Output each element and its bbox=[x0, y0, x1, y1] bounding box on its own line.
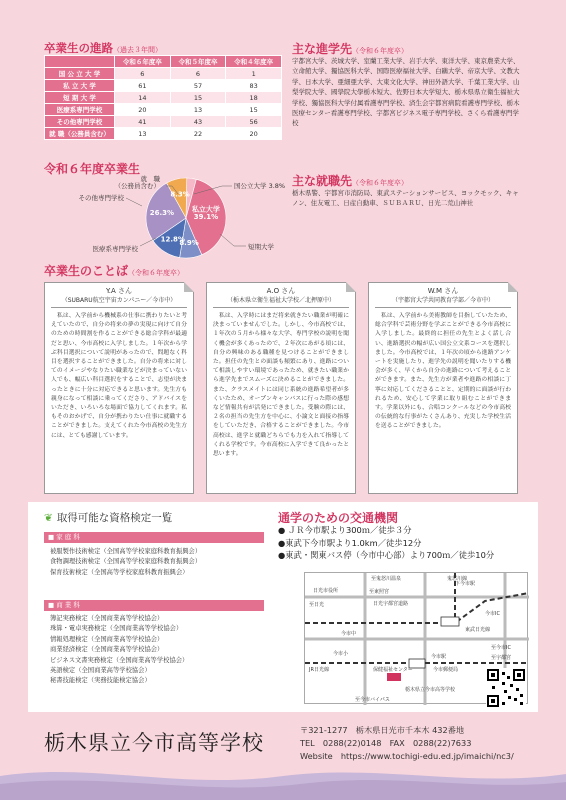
map-label: JR日光線 bbox=[309, 667, 329, 673]
table-cell: 41 bbox=[115, 116, 171, 128]
pie-percent-label: 8.9% bbox=[179, 239, 199, 248]
voice-card bbox=[206, 282, 356, 494]
jobs-title bbox=[292, 172, 408, 189]
leader-line-medical bbox=[140, 238, 156, 246]
list-item: 珠算・電卓実務検定（全国商業高等学校協会） bbox=[50, 625, 183, 633]
map-label: 日光市役所 bbox=[313, 588, 339, 594]
pie-label-medical: 医療系専門学校 bbox=[92, 245, 138, 253]
table-cell: 6 bbox=[170, 68, 226, 80]
pie-label-other: その他専門学校 bbox=[78, 194, 124, 202]
leader-line-other bbox=[126, 198, 142, 206]
list-item: 秘書技能検定（実務技能検定協会） bbox=[50, 677, 151, 685]
qr-code-icon bbox=[486, 668, 526, 708]
table-cell: 私 立 大 学 bbox=[45, 80, 115, 92]
qualification-list-home-economics bbox=[50, 547, 290, 578]
pie-label-junior: 短期大学 bbox=[248, 243, 274, 251]
table-cell: 15 bbox=[226, 104, 282, 116]
list-item: 情報処理検定（全国商業高等学校協会） bbox=[50, 635, 164, 643]
qualifications-title-text: 取得可能な資格検定一覧 bbox=[56, 512, 173, 524]
graduates-title bbox=[44, 40, 162, 56]
table-cell: 医療系専門学校 bbox=[45, 104, 115, 116]
phone-fax: TEL 0288(22)0148 FAX 0288(22)7633 bbox=[300, 738, 472, 748]
station-shimo-imaichi bbox=[441, 617, 459, 626]
leaf-icon: ❦ bbox=[44, 512, 53, 524]
table-row bbox=[45, 92, 282, 104]
square-icon: ■ bbox=[48, 533, 57, 541]
table-cell: 13 bbox=[115, 128, 171, 140]
list-item: 商業経済検定（全国商業高等学校協会） bbox=[50, 646, 164, 654]
map-label: 今市郵便局 bbox=[433, 667, 459, 673]
list-item: 被服製作技術検定（全国高等学校家庭科教育振興会） bbox=[50, 548, 202, 555]
table-header: 令和５年度卒 bbox=[170, 56, 226, 68]
voice-body: 私は、入学前から機械系の仕事に携わりたいと考えていたので、自分の将来の夢の実現に向けて自分のための時間割を作ることができる総合学科が最適だと思い、今市高校に入学しました。１年次から学ぶ科目選択について説明があったので、問題なく科目を選択することができました。自分の将来に対してのイメージやなりたい職業などが決まっていない人でも、幅広い科目選択をすることで、志望が決まったときに十分に対応できると思います。先生方も親身になって相談に乗ってくださり、アドバイスをいただき、いろいろな場面で協力してくれます。私もそのおかげで、自分が携わりたい仕事に就職することができました。支えてくれた今市高校の先生方には、とても感謝しています。 bbox=[51, 313, 187, 439]
footer-wave-decoration bbox=[0, 762, 566, 800]
table-cell: 15 bbox=[170, 92, 226, 104]
table-cell: 43 bbox=[170, 116, 226, 128]
pie-percent-label: 12.8% bbox=[160, 235, 185, 244]
pie-label-job: 就 職（公務員含む） bbox=[114, 175, 160, 190]
table-cell: 20 bbox=[115, 104, 171, 116]
map-label: 至東照宮 bbox=[369, 589, 390, 595]
table-cell: 22 bbox=[170, 128, 226, 140]
jobs-list: 栃木県警、宇都宮市消防局、東武ステーションサービス、ヨックモック、キャノン、住友電工、日産自動車、ＳＵＢＡＲＵ、日光二荒山神社 bbox=[292, 189, 519, 208]
pie-chart bbox=[44, 172, 334, 264]
list-item: 保育技術検定（全国高等学校家庭科教育振興会） bbox=[50, 568, 189, 576]
school-name: 栃木県立今市高等学校 bbox=[44, 731, 264, 755]
school-marker-icon bbox=[387, 673, 401, 681]
graduates-title-text: 卒業生の進路 bbox=[44, 41, 113, 55]
graduates-subtitle: （過去３年間） bbox=[113, 46, 162, 54]
table-cell: その他専門学校 bbox=[45, 116, 115, 128]
qualification-list-commerce bbox=[50, 614, 290, 687]
table-cell: 83 bbox=[226, 80, 282, 92]
map-label: 至鬼怒川温泉 bbox=[371, 576, 402, 582]
address-block bbox=[300, 724, 514, 763]
postal-address: 〒321-1277 栃木県日光市千本木 432番地 bbox=[300, 725, 465, 735]
table-cell: 1 bbox=[226, 68, 282, 80]
map-label: 東武日光線 bbox=[465, 627, 491, 633]
pie-inner-label: 私立大学 bbox=[191, 205, 220, 214]
table-cell: 14 bbox=[115, 92, 171, 104]
table-header: 令和４年度卒 bbox=[226, 56, 282, 68]
voice-name: Y.A さん bbox=[105, 287, 133, 295]
jobs-title-text: 主な就職先 bbox=[292, 174, 353, 188]
category-bar-home-economics bbox=[44, 532, 264, 543]
table-cell: 短 期 大 学 bbox=[45, 92, 115, 104]
access-title: 通学のための交通機関 bbox=[278, 511, 399, 525]
list-item: 食物調理技術検定（全国高等学校家庭科教育振興会） bbox=[50, 558, 202, 566]
map-label: 至日光 bbox=[309, 602, 325, 608]
map-label: 今市中 bbox=[341, 631, 357, 637]
schools-list: 宇都宮大学、茨城大学、室蘭工業大学、岩手大学、東洋大学、東京農業大学、立命館大学、獨協医科大学、国際医療福祉大学、白鷗大学、帝京大学、文教大学、日本大学、亜細亜大学、大東文化大学、神田外語大学、千葉工業大学、山梨学院大学、國學院大學栃木短大、佐野日本大学短大、栃木県県立衛生福祉大学校、獨協医科大学付属看護専門学校、済生会宇都宮病院看護専門学校、栃木医療センター看護専門学校、宇都宮ビジネス電子専門学校、さくら看護専門学校 bbox=[292, 57, 520, 128]
map-label: 今市駅 bbox=[431, 654, 447, 660]
map-label: 下今市駅 bbox=[455, 581, 476, 587]
map-label: 今市IC bbox=[485, 611, 500, 617]
table-row bbox=[45, 116, 282, 128]
table-cell: 18 bbox=[226, 92, 282, 104]
list-item: ●東武・関東バス停（今市中心部）より700ｍ／徒歩10分 bbox=[278, 550, 495, 560]
map-label: 今市小 bbox=[333, 651, 349, 657]
table-header-row bbox=[45, 56, 282, 68]
map-label: 至今市バイパス bbox=[355, 697, 390, 703]
list-item: 簿記実務検定（全国商業高等学校協会） bbox=[50, 615, 164, 622]
square-icon: ■ bbox=[48, 601, 57, 609]
pie-percent-label: 8.3% bbox=[170, 190, 190, 199]
voice-card bbox=[368, 282, 518, 494]
pie-label-national: 国公立大学 3.8% bbox=[234, 182, 286, 190]
category-name: 商 業 科 bbox=[56, 601, 80, 609]
table-cell: 61 bbox=[115, 80, 171, 92]
pie-percent-label: 39.1% bbox=[193, 213, 219, 222]
table-row bbox=[45, 104, 282, 116]
table-header bbox=[45, 56, 115, 68]
jobs-subtitle: （令和６年度卒） bbox=[352, 179, 409, 187]
list-item: 英語検定（全国商業高等学校協会） bbox=[50, 667, 151, 675]
access-list bbox=[278, 524, 494, 562]
voice-org: （栃木県立衛生福祉大学校／北押原中） bbox=[213, 296, 349, 308]
category-name: 家 庭 科 bbox=[56, 533, 80, 541]
table-cell: 就 職（公務員含む） bbox=[45, 128, 115, 140]
voice-body: 私は、入学前から美術教師を目指していたため、総合学科で芸術分野を学ぶことができる今市高校に入学しました。最終的に担任の先生とよく話し合い、進路選択の幅が広い国公立文系コースを選択しました。今市高校では、１年次の頃から進路アンケートを実施したり、進学先の説明を聞いたりする機会が多く、早くから自分の進路について考えることができます。また、先生方が業者や進路の相談に丁寧に対応してくださることと、定期的に面談が行われるため、安心して学業に取り組むことができます。学業以外にも、合唱コンクールなどの今市高校の伝統的な行事がたくさんあり、充実した学校生活を送ることができました。 bbox=[375, 313, 511, 430]
map-label: 保健福祉センター bbox=[373, 667, 413, 673]
list-item: ● ＪＲ今市駅より300ｍ／徒歩３分 bbox=[278, 525, 412, 535]
map-label: 至今市IC bbox=[491, 645, 511, 651]
table-header: 令和６年度卒 bbox=[115, 56, 171, 68]
map-label: 鬼怒川線 bbox=[447, 576, 468, 582]
graduates-table bbox=[44, 55, 282, 140]
table-row bbox=[45, 68, 282, 80]
map-label-school: 栃木県立今市高等学校 bbox=[405, 687, 456, 693]
table-cell: 20 bbox=[226, 128, 282, 140]
pie-svg bbox=[44, 172, 334, 264]
table-cell: 13 bbox=[170, 104, 226, 116]
table-cell: 6 bbox=[115, 68, 171, 80]
qualifications-title bbox=[44, 510, 172, 525]
table-row bbox=[45, 128, 282, 140]
voice-name: A.O さん bbox=[266, 287, 296, 295]
list-item: ●東武下今市駅より1.0km／徒歩12分 bbox=[278, 537, 422, 548]
table-cell: 国 公 立 大 学 bbox=[45, 68, 115, 80]
voices-title bbox=[44, 262, 184, 279]
voice-body: 私は、入学時にはまだ将来就きたい職業が明確に決まっていませんでした。しかし、今市高校では、１年次の５月から様々な大学、専門学校の説明を聞く機会が多くあったので、２年次にあがる頃には、自分の興味のある職種を見つけることができました。担任の先生との面談も頻繁にあり、進路について相談しやすい環境であったため、就きたい職業から進学先までスムーズに決めることができました。また、クラスメイトには同じ系統の進路希望者が多くいたため、オープンキャンパスに行った際の感想など情報共有が活発にできました。受験の際には、２名の担当の先生方を中心に、小論文と面接の指導をしていただき、合格することができました。今市高校は、進学と就職どちらでも力を入れて指導してくれる学校です。今市高校に入学できて良かったと思います。 bbox=[213, 313, 349, 458]
voices-title-text: 卒業生のことば bbox=[44, 264, 129, 278]
voices-subtitle: （令和６年度卒） bbox=[128, 269, 185, 277]
pie-title: 令和６年度卒業生 bbox=[44, 162, 141, 176]
schools-title-text: 主な進学先 bbox=[292, 42, 353, 56]
table-cell: 56 bbox=[226, 116, 282, 128]
leader-line-junior bbox=[220, 234, 246, 246]
schools-title bbox=[292, 40, 408, 57]
voice-name: W.M さん bbox=[427, 287, 459, 295]
table-row bbox=[45, 80, 282, 92]
map-label: 日光宇都宮道路 bbox=[373, 601, 409, 607]
voice-org: （宇都宮大学共同教育学部／今市中） bbox=[375, 296, 511, 308]
table-cell: 57 bbox=[170, 80, 226, 92]
pie-percent-label: 26.3% bbox=[149, 208, 175, 217]
list-item: ビジネス文書実務検定（全国商業高等学校協会） bbox=[50, 656, 189, 664]
voice-org: （SUBARU航空宇宙カンパニー／今市中） bbox=[51, 296, 187, 308]
category-bar-commerce bbox=[44, 600, 264, 611]
map-label: 至宇都宮 bbox=[491, 655, 512, 661]
website-link[interactable]: Website https://www.tochigi-edu.ed.jp/imaichi/nc3/ bbox=[300, 751, 514, 761]
schools-subtitle: （令和６年度卒） bbox=[352, 47, 409, 55]
voice-card bbox=[44, 282, 194, 494]
